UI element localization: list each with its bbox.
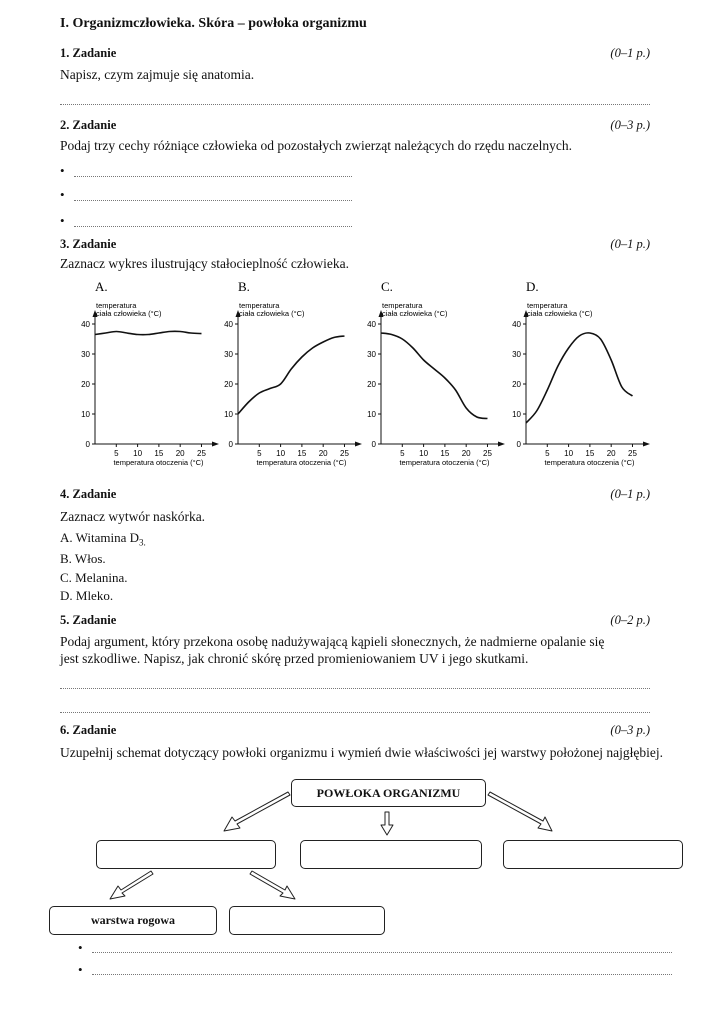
chart-2-xlabel: temperatura otoczenia (°C) [256, 458, 347, 467]
task-4-option-a-sub: 3. [139, 537, 146, 548]
chart-2-x-axis-arrow-icon [355, 442, 362, 447]
chart-1-ylabel-line-2: ciała człowieka (°C) [96, 309, 162, 318]
chart-1-ytick-label-0: 0 [85, 440, 90, 449]
chart-4-xtick-label-20: 20 [606, 449, 616, 458]
schema-arrows [0, 775, 724, 915]
task-2-question: Podaj trzy cechy różniące człowieka od pozostałych zwierząt należących do rzędu naczelnych. [60, 138, 572, 153]
task-4-points: (0–1 p.) [610, 487, 650, 501]
task-5-question-line-1: Podaj argument, który przekona osobę nadużywającą kąpieli słonecznych, że nadmierne opalanie się [60, 634, 605, 649]
task-4-option-a[interactable] [60, 530, 146, 548]
chart-4-xtick-label-5: 5 [545, 449, 550, 458]
chart-1-series-line [95, 331, 201, 334]
task-5-points: (0–2 p.) [610, 613, 650, 627]
task-1-points: (0–1 p.) [610, 46, 650, 60]
task-6-bullet-1: • [78, 940, 83, 955]
chart-4-x-axis-arrow-icon [643, 442, 650, 447]
task-5-answer-line-1[interactable] [60, 688, 650, 689]
task-6-bullet-2: • [78, 962, 83, 977]
chart-2-xtick-label-10: 10 [276, 449, 286, 458]
task-2-answer-line-2[interactable] [74, 200, 352, 201]
chart-1-xtick-label-20: 20 [175, 449, 185, 458]
task-4-option-a-text: A. Witamina D [60, 530, 140, 545]
chart-3-series-line [381, 333, 487, 419]
chart-1-xtick-label-5: 5 [114, 449, 119, 458]
task-2-label: 2. Zadanie [60, 118, 117, 132]
chart-1-xtick-label-25: 25 [197, 449, 206, 458]
chart-3-xtick-label-5: 5 [400, 449, 405, 458]
task-2-bullet-1: • [60, 163, 65, 178]
task-3-label: 3. Zadanie [60, 237, 117, 251]
chart-3-xtick-label-20: 20 [461, 449, 471, 458]
task-6-question: Uzupełnij schemat dotyczący powłoki organizmu i wymień dwie właściwości jej warstwy położonej najgłębiej. [60, 745, 663, 760]
chart-4-ytick-label-20: 20 [512, 380, 521, 389]
arrow-right-icon [488, 792, 552, 831]
arrow-left-icon [224, 792, 290, 831]
chart-4-xtick-label-15: 15 [585, 449, 595, 458]
chart-2-ytick-label-0: 0 [228, 440, 233, 449]
arrow-lower-left-icon [110, 871, 153, 899]
chart-3-xtick-label-10: 10 [419, 449, 429, 458]
chart-1-ytick-label-10: 10 [81, 410, 90, 419]
chart-3-xtick-label-25: 25 [483, 449, 492, 458]
task-1-answer-line[interactable] [60, 104, 650, 105]
chart-3-panel-label: C. [381, 279, 393, 294]
chart-3-ylabel-line-1: temperatura [382, 301, 423, 310]
task-2-bullet-2: • [60, 187, 65, 202]
chart-4-ytick-label-10: 10 [512, 410, 521, 419]
task-3-points: (0–1 p.) [610, 237, 650, 251]
task-6-points: (0–3 p.) [610, 723, 650, 737]
chart-4-xlabel: temperatura otoczenia (°C) [544, 458, 635, 467]
task-4-option-c[interactable]: C. Melanina. [60, 570, 128, 585]
chart-4-ytick-label-30: 30 [512, 350, 521, 359]
task-2-answer-line-1[interactable] [74, 176, 352, 177]
chart-4-panel-label: D. [526, 279, 539, 294]
task-5-answer-line-2[interactable] [60, 712, 650, 713]
charts-group [0, 275, 724, 475]
chart-2-xtick-label-5: 5 [257, 449, 262, 458]
chart-4-xtick-label-10: 10 [564, 449, 574, 458]
chart-3-ytick-label-0: 0 [371, 440, 376, 449]
task-2-answer-line-3[interactable] [74, 226, 352, 227]
chart-2-ytick-label-10: 10 [224, 410, 233, 419]
chart-3-xlabel: temperatura otoczenia (°C) [399, 458, 490, 467]
chart-4-series-line [526, 333, 632, 423]
chart-2-panel-label: B. [238, 279, 250, 294]
chart-4-ylabel-line-2: ciała człowieka (°C) [527, 309, 593, 318]
task-5-label: 5. Zadanie [60, 613, 117, 627]
arrow-down-icon [381, 812, 393, 835]
chart-2-ytick-label-30: 30 [224, 350, 233, 359]
chart-3-ytick-label-20: 20 [367, 380, 376, 389]
task-1-question: Napisz, czym zajmuje się anatomia. [60, 67, 255, 82]
section-title: I. Organizmczłowieka. Skóra – powłoka organizmu [60, 16, 367, 31]
chart-4-ytick-label-0: 0 [516, 440, 521, 449]
chart-3-xtick-label-15: 15 [440, 449, 450, 458]
task-6-answer-line-2[interactable] [92, 974, 672, 975]
task-5-question-line-2: jest szkodliwe. Napisz, jak chronić skórę przed promieniowaniem UV i jego skutkami. [60, 651, 529, 666]
task-2-points: (0–3 p.) [610, 118, 650, 132]
chart-2-xtick-label-15: 15 [297, 449, 307, 458]
chart-2-xtick-label-25: 25 [340, 449, 349, 458]
chart-2-xtick-label-20: 20 [318, 449, 328, 458]
task-6-label: 6. Zadanie [60, 723, 117, 737]
chart-1-ytick-label-20: 20 [81, 380, 90, 389]
chart-1-panel-label: A. [95, 279, 108, 294]
chart-1-x-axis-arrow-icon [212, 442, 219, 447]
task-4-label: 4. Zadanie [60, 487, 117, 501]
task-4-option-d[interactable]: D. Mleko. [60, 588, 114, 603]
chart-1-ylabel-line-1: temperatura [96, 301, 137, 310]
chart-3-ytick-label-10: 10 [367, 410, 376, 419]
task-4-option-b[interactable]: B. Włos. [60, 551, 106, 566]
schema-layer-box-label: warstwa rogowa [90, 913, 176, 927]
chart-4-xtick-label-25: 25 [628, 449, 637, 458]
arrow-lower-right-icon [250, 871, 295, 899]
schema-top-box-label: POWŁOKA ORGANIZMU [316, 786, 461, 800]
chart-4-ylabel-line-1: temperatura [527, 301, 568, 310]
chart-3-ytick-label-30: 30 [367, 350, 376, 359]
chart-1-xlabel: temperatura otoczenia (°C) [113, 458, 204, 467]
chart-2-series-line [238, 336, 344, 414]
chart-4-ytick-label-40: 40 [512, 320, 521, 329]
chart-1-xtick-label-10: 10 [133, 449, 143, 458]
task-1-label: 1. Zadanie [60, 46, 117, 60]
task-6-answer-line-1[interactable] [92, 952, 672, 953]
task-4-question: Zaznacz wytwór naskórka. [60, 509, 206, 524]
chart-2-ytick-label-20: 20 [224, 380, 233, 389]
task-3-question: Zaznacz wykres ilustrujący stałocieplność człowieka. [60, 256, 350, 271]
chart-2-ytick-label-40: 40 [224, 320, 233, 329]
chart-2-ylabel-line-2: ciała człowieka (°C) [239, 309, 305, 318]
chart-1-ytick-label-30: 30 [81, 350, 90, 359]
chart-1-xtick-label-15: 15 [154, 449, 164, 458]
chart-3-ytick-label-40: 40 [367, 320, 376, 329]
chart-3-x-axis-arrow-icon [498, 442, 505, 447]
chart-3-ylabel-line-2: ciała człowieka (°C) [382, 309, 448, 318]
chart-1-ytick-label-40: 40 [81, 320, 90, 329]
task-2-bullet-3: • [60, 213, 65, 228]
chart-2-ylabel-line-1: temperatura [239, 301, 280, 310]
